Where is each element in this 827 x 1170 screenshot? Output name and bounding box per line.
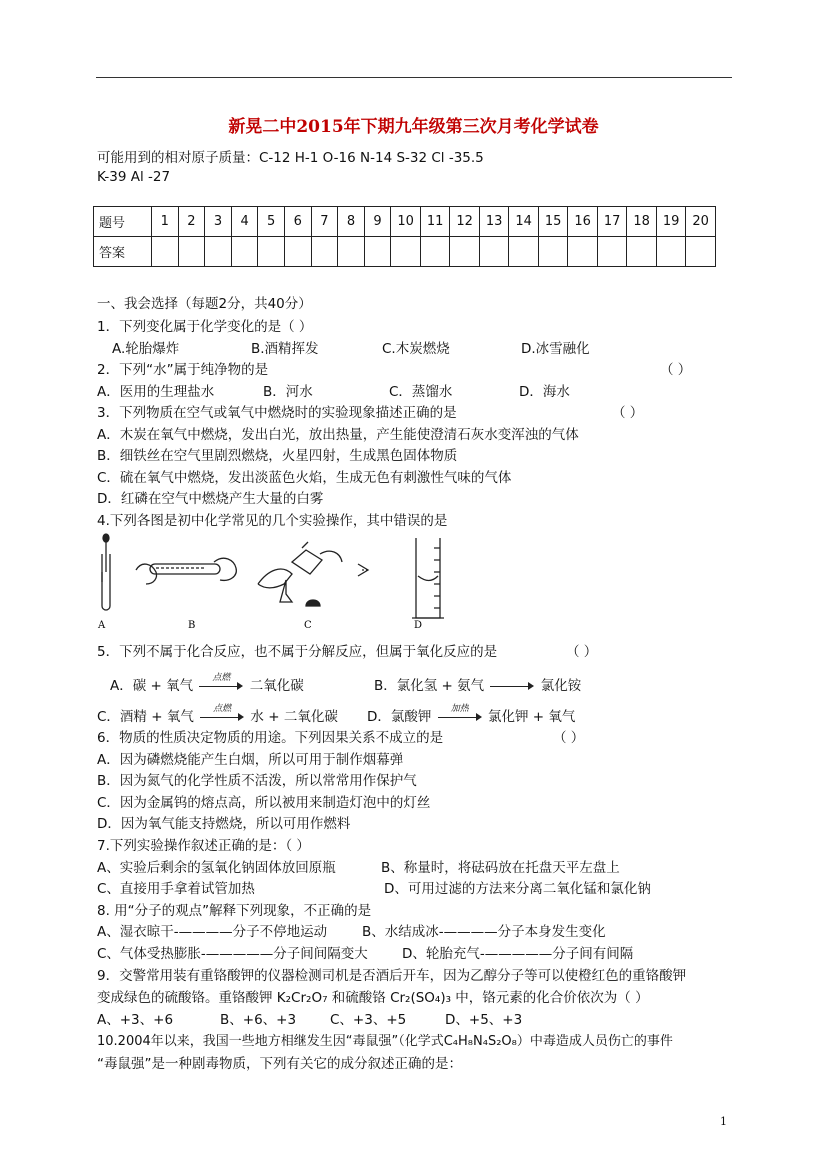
page-number: 1 [720, 1115, 727, 1128]
number-cell: 4 [231, 207, 258, 237]
q2-option-b: B．河水 [263, 384, 313, 400]
q8-option-c: C、气体受热膨胀-—————分子间间隔变大 [97, 946, 368, 962]
question-10-line-1: 10.2004年以来，我国一些地方相继发生因“毒鼠强”（化学式C₄H₈N₄S₂O₈）中毒造成人员伤亡的事件 [97, 1034, 673, 1049]
q6-answer-paren: （ ） [553, 730, 585, 746]
question-4-stem: 4.下列各图是初中化学常见的几个实验操作，其中错误的是 [97, 513, 448, 529]
q5-option-b [374, 674, 581, 694]
number-cell: 17 [597, 207, 627, 237]
q2-option-d: D．海水 [519, 384, 570, 400]
number-cell: 12 [450, 207, 480, 237]
answer-cell[interactable] [538, 237, 568, 267]
number-cell: 13 [479, 207, 509, 237]
answer-cell[interactable] [686, 237, 716, 267]
answer-cell[interactable] [284, 237, 311, 267]
q2-answer-paren: （ ） [660, 362, 692, 378]
number-cell: 19 [656, 207, 686, 237]
q7-option-d: D、可用过滤的方法来分离二氧化锰和氯化钠 [384, 881, 651, 897]
question-10-line-2: “毒鼠强”是一种剧毒物质，下列有关它的成分叙述正确的是： [97, 1056, 462, 1072]
q5-option-a [110, 674, 304, 694]
q3-option-a: A．木炭在氧气中燃烧，发出白光，放出热量，产生能使澄清石灰水变浑浊的气体 [97, 427, 579, 443]
q5-c-reactants: C．酒精 + 氧气 [97, 709, 194, 725]
number-cell: 10 [391, 207, 421, 237]
q6-option-b: B．因为氮气的化学性质不活泼，所以常常用作保护气 [97, 773, 417, 789]
question-6-stem: 6．物质的性质决定物质的用途。下列因果关系不成立的是 [97, 730, 444, 746]
q5-c-products: 水 + 二氧化碳 [250, 709, 338, 725]
number-cell: 8 [338, 207, 365, 237]
exam-title: 新晃二中2015年下期九年级第三次月考化学试卷 [228, 117, 599, 137]
answer-cell[interactable] [450, 237, 480, 267]
q9-option-c: C、+3、+5 [330, 1012, 407, 1028]
q5-b-reactants: B．氯化氢 + 氨气 [374, 678, 485, 694]
arrow-condition: 加热 [450, 704, 469, 714]
answer-cell[interactable] [391, 237, 421, 267]
q7-option-b: B、称量时，将砝码放在托盘天平左盘上 [381, 860, 620, 876]
answer-cell[interactable] [338, 237, 365, 267]
answer-table [93, 206, 716, 267]
answer-cell[interactable] [597, 237, 627, 267]
q5-a-products: 二氧化碳 [249, 678, 304, 694]
answer-cell[interactable] [364, 237, 391, 267]
number-cell: 11 [420, 207, 450, 237]
question-5-stem: 5．下列不属于化合反应，也不属于分解反应，但属于氧化反应的是 [97, 644, 498, 660]
lab-operations-illustration [96, 532, 456, 628]
figure-label-b: B [188, 620, 196, 628]
q6-option-c: C．因为金属钨的熔点高，所以被用来制造灯泡中的灯丝 [97, 795, 431, 811]
question-9-line-2: 变成绿色的硫酸铬。重铬酸钾 K₂Cr₂O₇ 和硫酸铬 Cr₂(SO₄)₃ 中，铬元素的化合价依次为（ ） [97, 990, 649, 1006]
number-cell: 14 [509, 207, 539, 237]
answer-cell[interactable] [420, 237, 450, 267]
number-cell: 15 [538, 207, 568, 237]
number-cell: 20 [686, 207, 716, 237]
number-cell: 1 [152, 207, 179, 237]
q9-option-a: A、+3、+6 [97, 1012, 174, 1028]
question-2-stem: 2．下列“水”属于纯净物的是 [97, 362, 269, 378]
q9-option-b: B、+6、+3 [220, 1012, 297, 1028]
answer-cell[interactable] [258, 237, 285, 267]
question-1-stem: 1．下列变化属于化学变化的是（ ） [97, 319, 313, 335]
q1-option-a: A.轮胎爆炸 [112, 341, 180, 357]
q1-option-b: B.酒精挥发 [251, 341, 319, 357]
q5-answer-paren: （ ） [566, 644, 598, 660]
answer-cell[interactable] [627, 237, 657, 267]
question-3-stem: 3．下列物质在空气或氧气中燃烧时的实验现象描述正确的是 [97, 405, 457, 421]
q1-option-d: D.冰雪融化 [521, 341, 590, 357]
answer-cell[interactable] [568, 237, 598, 267]
q9-option-d: D、+5、+3 [445, 1012, 523, 1028]
q3-option-b: B．细铁丝在空气里剧烈燃烧，火星四射，生成黑色固体物质 [97, 448, 458, 464]
reaction-arrow [200, 704, 244, 723]
answer-table-answer-row [94, 237, 716, 267]
q6-option-d: D．因为氧气能支持燃烧，所以可用作燃料 [97, 816, 351, 832]
q5-d-reactants: D．氯酸钾 [367, 709, 432, 725]
reaction-arrow [438, 704, 482, 723]
number-cell: 16 [568, 207, 598, 237]
number-cell: 2 [178, 207, 205, 237]
q7-option-a: A、实验后剩余的氢氧化钠固体放回原瓶 [97, 860, 336, 876]
answer-cell[interactable] [231, 237, 258, 267]
arrow-condition: 点燃 [213, 704, 232, 714]
question-8-stem: 8. 用“分子的观点”解释下列现象，不正确的是 [97, 903, 372, 919]
row-label-number: 题号 [94, 207, 152, 237]
answer-table-number-row [94, 207, 716, 237]
q5-a-reactants: A．碳 + 氧气 [110, 678, 194, 694]
row-label-answer: 答案 [94, 237, 152, 267]
q1-option-c: C.木炭燃烧 [382, 341, 450, 357]
number-cell: 7 [311, 207, 338, 237]
q5-option-d [367, 705, 575, 725]
question-7-stem: 7.下列实验操作叙述正确的是：（ ） [97, 838, 310, 854]
q3-option-d: D．红磷在空气中燃烧产生大量的白雾 [97, 491, 324, 507]
figure-label-a: A [98, 620, 106, 628]
header-rule [96, 77, 732, 78]
q2-option-a: A．医用的生理盐水 [97, 384, 215, 400]
q8-option-a: A、湿衣晾干-————分子不停地运动 [97, 924, 328, 940]
answer-cell[interactable] [656, 237, 686, 267]
answer-cell[interactable] [311, 237, 338, 267]
section-heading: 一、我会选择（每题2分，共40分） [97, 296, 312, 312]
q8-option-b: B、水结成冰-————分子本身发生变化 [362, 924, 606, 940]
q6-option-a: A．因为磷燃烧能产生白烟，所以可用于制作烟幕弹 [97, 752, 404, 768]
figure-label-c: C [304, 620, 312, 628]
answer-cell[interactable] [205, 237, 232, 267]
reaction-arrow [199, 673, 243, 692]
answer-cell[interactable] [479, 237, 509, 267]
reaction-arrow [490, 680, 534, 692]
q7-option-c: C、直接用手拿着试管加热 [97, 881, 255, 897]
number-cell: 3 [205, 207, 232, 237]
number-cell: 18 [627, 207, 657, 237]
lab-operations-figure [96, 532, 456, 628]
arrow-condition: 点燃 [212, 673, 231, 683]
answer-cell[interactable] [509, 237, 539, 267]
q5-d-products: 氯化钾 + 氧气 [488, 709, 576, 725]
q2-option-c: C．蒸馏水 [389, 384, 453, 400]
figure-label-d: D [414, 620, 423, 628]
number-cell: 9 [364, 207, 391, 237]
number-cell: 5 [258, 207, 285, 237]
q5-b-products: 氯化铵 [540, 678, 582, 694]
q3-answer-paren: （ ） [612, 405, 644, 421]
atomic-mass-line-2: K-39 Al -27 [97, 169, 171, 185]
answer-cell[interactable] [178, 237, 205, 267]
question-9-line-1: 9．交警常用装有重铬酸钾的仪器检测司机是否酒后开车，因为乙醇分子等可以使橙红色的重铬酸钾 [97, 968, 687, 984]
answer-cell[interactable] [152, 237, 179, 267]
q3-option-c: C．硫在氧气中燃烧，发出淡蓝色火焰，生成无色有刺激性气味的气体 [97, 470, 512, 486]
number-cell: 6 [284, 207, 311, 237]
q5-option-c [97, 705, 338, 725]
atomic-mass-line-1: 可能用到的相对原子质量：C-12 H-1 O-16 N-14 S-32 Cl -35.5 [97, 150, 484, 166]
q8-option-d: D、轮胎充气-—————分子间有间隔 [402, 946, 634, 962]
